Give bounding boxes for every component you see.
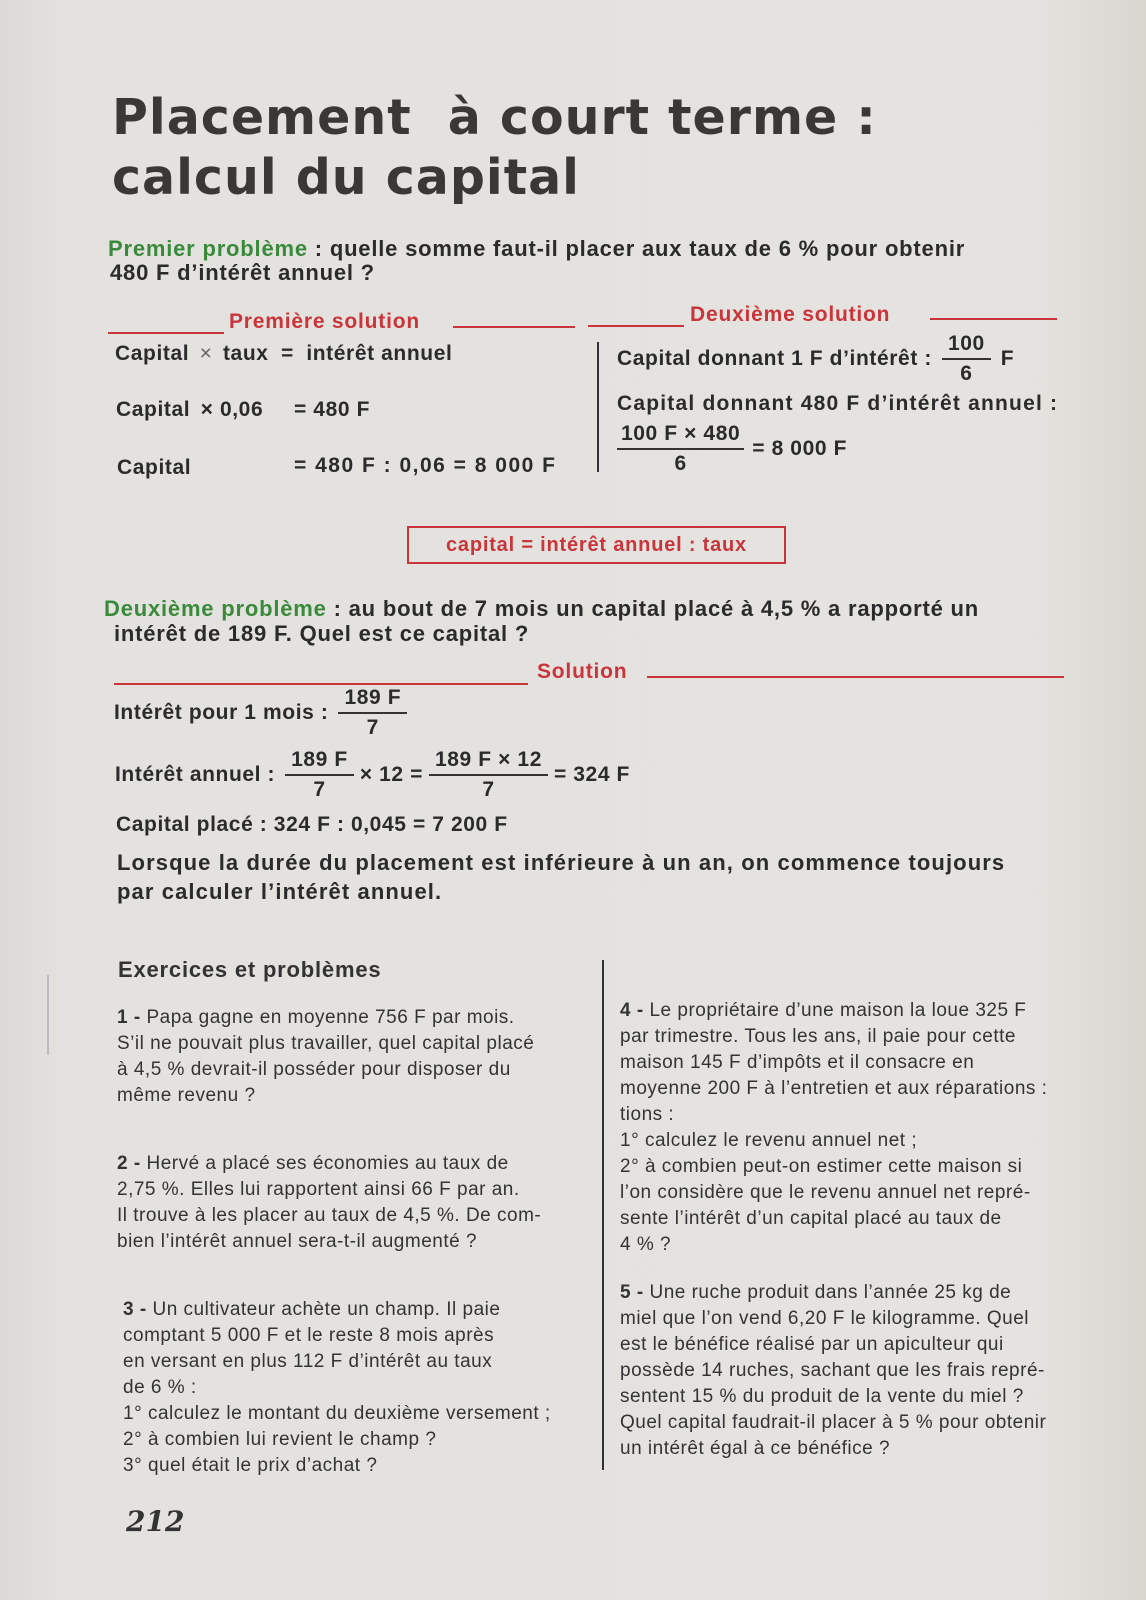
exercise-line: comptant 5 000 F et le reste 8 mois après [123, 1325, 495, 1346]
problem-1-text: : quelle somme faut-il placer aux taux de 6 % pour obtenir [307, 236, 966, 261]
solution-3-line-3: Capital placé : 324 F : 0,045 = 7 200 F [116, 813, 508, 836]
page-number: 212 [126, 1505, 185, 1538]
exercise-number: 1 - [117, 1007, 141, 1028]
column-divider [597, 342, 599, 472]
exercise-line: tions : [620, 1104, 675, 1125]
rule [647, 676, 1064, 678]
exercise-2 [117, 1151, 592, 1255]
operator: × 12 = [359, 763, 423, 786]
rule [588, 325, 684, 327]
problem-1-text-2: 480 F d’intérêt annuel ? [110, 260, 375, 285]
term: taux [222, 342, 269, 365]
solution-1-line-3: Capital [117, 456, 192, 479]
exercises-heading: Exercices et problèmes [118, 957, 382, 982]
denominator: 7 [313, 778, 326, 801]
numerator: 189 F [338, 686, 407, 714]
problem-2-text-2: intérêt de 189 F. Quel est ce capital ? [114, 621, 530, 646]
exercise-line: même revenu ? [117, 1085, 256, 1106]
exercise-line: 2° à combien lui revient le champ ? [123, 1429, 437, 1450]
exercise-line: un intérêt égal à ce bénéfice ? [620, 1438, 891, 1459]
operator: = [281, 342, 294, 365]
note-line-2: par calculer l’intérêt annuel. [117, 879, 443, 904]
solution-2-line-3 [617, 422, 847, 476]
denominator: 6 [960, 362, 973, 385]
page-title [112, 88, 877, 208]
solution-1-line-2 [116, 398, 263, 422]
problem-2-label: Deuxième problème [104, 596, 327, 621]
solution-1-line-3-result: = 480 F : 0,06 = 8 000 F [294, 454, 557, 477]
solution-2-line-1 [617, 332, 1014, 386]
exercise-line: l’on considère que le revenu annuel net repré- [620, 1182, 1031, 1203]
denominator: 7 [482, 778, 495, 801]
exercise-line: Hervé a placé ses économies au taux de [146, 1153, 509, 1174]
exercise-line: 2,75 %. Elles lui rapportent ainsi 66 F par an. [117, 1179, 520, 1200]
exercise-line: de 6 % : [123, 1377, 197, 1398]
exercise-line: Quel capital faudrait-il placer à 5 % pour obtenir [620, 1412, 1047, 1433]
exercise-5 [620, 1280, 1090, 1462]
formula-box: capital = intérêt annuel : taux [407, 526, 786, 564]
numerator: 100 [942, 332, 991, 360]
exercise-line: Une ruche produit dans l’année 25 kg de [649, 1282, 1012, 1303]
exercise-line: est le bénéfice réalisé par un apiculteur qui [620, 1334, 1004, 1355]
exercise-number: 5 - [620, 1282, 644, 1303]
exercise-number: 4 - [620, 1000, 644, 1021]
text: Intérêt annuel : [115, 763, 276, 786]
exercise-4 [620, 998, 1090, 1258]
solution-2-heading: Deuxième solution [690, 303, 891, 326]
exercise-line: possède 14 ruches, sachant que les frais repré- [620, 1360, 1045, 1381]
numerator: 189 F [285, 748, 354, 776]
exercise-line: 1° calculez le revenu annuel net ; [620, 1130, 918, 1151]
result: = 324 F [553, 763, 630, 786]
exercise-line: en versant en plus 112 F d’intérêt au taux [123, 1351, 493, 1372]
exercise-line: miel que l’on vend 6,20 F le kilogramme. Quel [620, 1308, 1030, 1329]
numerator: 100 F × 480 [617, 422, 744, 450]
fraction [942, 332, 991, 386]
term: Capital [115, 342, 190, 365]
solution-note [117, 848, 1005, 906]
exercise-1 [117, 1005, 592, 1109]
rule [453, 326, 575, 328]
problem-1 [108, 236, 1098, 262]
exercise-3 [123, 1297, 592, 1479]
rule [108, 332, 224, 334]
numerator: 189 F × 12 [429, 748, 548, 776]
exercise-line: bien l’intérêt annuel sera-t-il augmenté ? [117, 1231, 478, 1252]
exercise-line: S’il ne pouvait plus travailler, quel capital placé [117, 1033, 535, 1054]
solution-2-line-2: Capital donnant 480 F d’intérêt annuel : [617, 392, 1059, 415]
exercise-line: Un cultivateur achète un champ. Il paie [152, 1299, 501, 1320]
problem-2-text: : au bout de 7 mois un capital placé à 4,5 % a rapporté un [326, 596, 980, 621]
exercises-right-column [620, 998, 1090, 1462]
fraction [285, 748, 354, 802]
exercises-left-column [117, 1005, 592, 1479]
margin-mark [47, 975, 49, 1055]
exercise-line: 4 % ? [620, 1234, 672, 1255]
exercise-line: 3° quel était le prix d’achat ? [123, 1455, 378, 1476]
solution-1-line-1 [115, 342, 452, 366]
denominator: 7 [366, 716, 379, 739]
title-line-2: calcul du capital [112, 149, 580, 206]
exercise-line: maison 145 F d’impôts et il consacre en [620, 1052, 975, 1073]
note-line-1: Lorsque la durée du placement est inférieure à un an, on commence toujours [117, 850, 1006, 875]
solution-1-line-2-result: = 480 F [294, 398, 370, 421]
exercise-line: Papa gagne en moyenne 756 F par mois. [146, 1007, 515, 1028]
title-line-1: Placement à court terme : [112, 89, 877, 146]
fraction [617, 422, 744, 476]
operator: × [199, 342, 213, 365]
solution-1-heading: Première solution [229, 310, 420, 333]
term: intérêt annuel [306, 342, 453, 365]
text: Intérêt pour 1 mois : [114, 701, 329, 724]
problem-1-label: Premier problème [108, 236, 308, 261]
fraction [429, 748, 548, 802]
exercise-number: 2 - [117, 1153, 141, 1174]
exercise-number: 3 - [123, 1299, 147, 1320]
exercise-line: moyenne 200 F à l’entretien et aux réparations : [620, 1078, 1048, 1099]
problem-2 [104, 596, 1104, 622]
rule [930, 318, 1057, 320]
exercise-line: sente l’intérêt d’un capital placé au taux de [620, 1208, 1002, 1229]
exercise-column-divider [602, 960, 604, 1470]
term: Capital [116, 398, 191, 421]
unit: F [1000, 347, 1015, 370]
exercise-line: 2° à combien peut-on estimer cette maison si [620, 1156, 1023, 1177]
fraction [338, 686, 407, 740]
rule [114, 683, 528, 685]
denominator: 6 [674, 452, 687, 475]
exercise-line: à 4,5 % devrait-il posséder pour disposer du [117, 1059, 511, 1080]
exercise-line: sentent 15 % du produit de la vente du miel ? [620, 1386, 1024, 1407]
exercise-line: 1° calculez le montant du deuxième versement ; [123, 1403, 551, 1424]
term: × 0,06 [200, 398, 264, 421]
text: Capital donnant 1 F d’intérêt : [617, 347, 932, 370]
result: = 8 000 F [752, 437, 847, 460]
solution-3-line-2 [115, 748, 630, 802]
solution-3-line-1 [114, 686, 407, 740]
exercise-line: Le propriétaire d’une maison la loue 325 F [649, 1000, 1027, 1021]
exercise-line: Il trouve à les placer au taux de 4,5 %. De com- [117, 1205, 542, 1226]
solution-3-heading: Solution [537, 660, 628, 683]
exercise-line: par trimestre. Tous les ans, il paie pour cette [620, 1026, 1016, 1047]
